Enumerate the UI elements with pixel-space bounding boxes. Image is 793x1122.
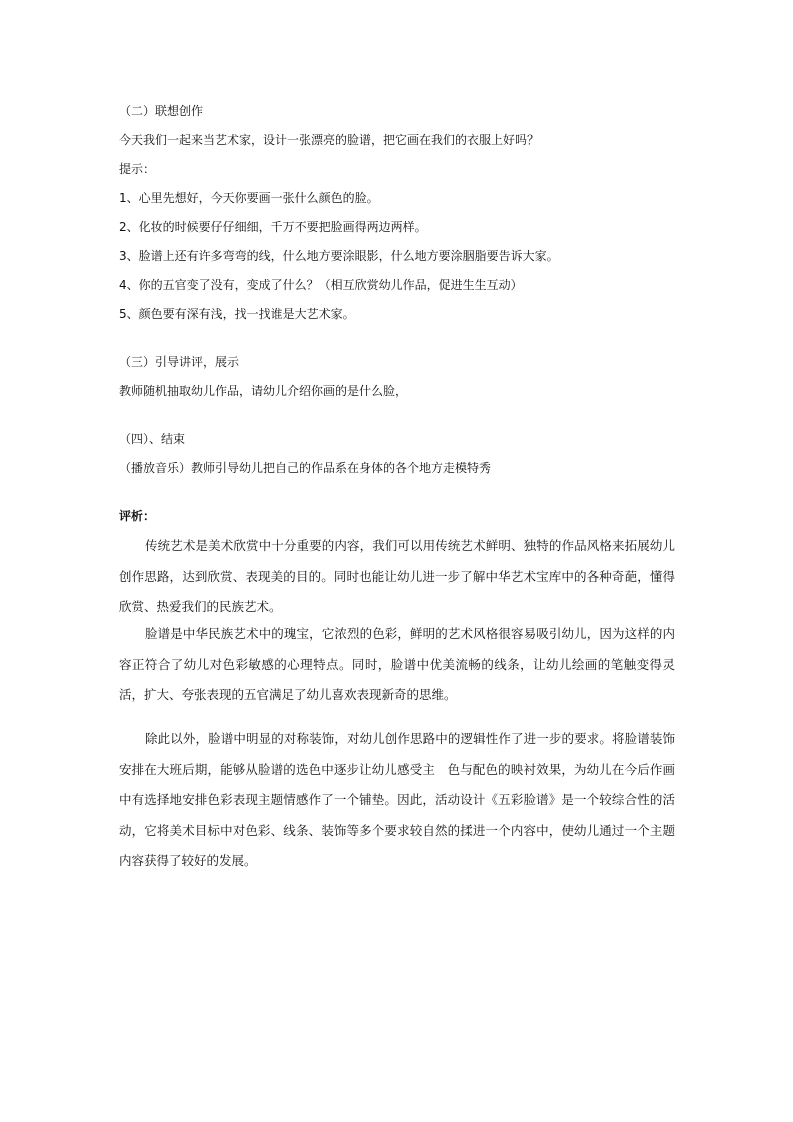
tip-item: 3、脸谱上还有许多弯弯的线，什么地方要涂眼影，什么地方要涂胭脂要告诉大家。 bbox=[119, 249, 559, 263]
tip-item: 4、你的五官变了没有，变成了什么？（相互欣赏幼儿作品，促进生生互动） bbox=[119, 278, 523, 292]
review-paragraph: 脸谱是中华民族艺术中的瑰宝，它浓烈的色彩，鲜明的艺术风格很容易吸引幼儿，因为这样的内容正符合了幼儿对色彩敏感的心理特点。同时，脸谱中优美流畅的线条，让幼儿绘画的笔触变得灵活，扩大、夸张表现的五官满足了幼儿喜欢表现新奇的思维。 bbox=[119, 626, 675, 703]
section-4-text: （播放音乐）教师引导幼儿把自己的作品系在身体的各个地方走模特秀 bbox=[119, 461, 492, 475]
tip-item: 2、化妆的时候要仔仔细细，千万不要把脸画得两边两样。 bbox=[119, 220, 427, 234]
review-paragraph: 传统艺术是美术欣赏中十分重要的内容，我们可以用传统艺术鲜明、独特的作品风格来拓展幼儿创作思路，达到欣赏、表现美的目的。同时也能让幼儿进一步了解中华艺术宝库中的各种奇葩，懂得欣赏、热爱我们的民族艺术。 bbox=[119, 538, 675, 615]
tip-item: 5、颜色要有深有浅，找一找谁是大艺术家。 bbox=[119, 307, 355, 321]
review-heading: 评析： bbox=[119, 509, 156, 523]
section-3-text: 教师随机抽取幼儿作品，请幼儿介绍你画的是什么脸， bbox=[119, 384, 408, 398]
tips-label: 提示： bbox=[119, 162, 156, 176]
review-paragraph: 除此以外，脸谱中明显的对称装饰，对幼儿创作思路中的逻辑性作了进一步的要求。将脸谱装饰安排在大班后期，能够从脸谱的选色中逐步让幼儿感受主 色与配色的映衬效果，为幼儿在今后作画中有选择地安排色彩表现主题情感作了一个铺垫。因此，活动设计《五彩脸谱》是一个较综合性的活动，它将美术目标中对色彩、线条、装饰等多个要求较自然的揉进一个内容中，使幼儿通过一个主题内容获得了较好的发展。 bbox=[119, 731, 675, 869]
section-4-heading: （四）、结束 bbox=[119, 432, 186, 446]
section-3-heading: （三）引导讲评，展示 bbox=[119, 355, 240, 369]
tip-item: 1、心里先想好，今天你要画一张什么颜色的脸。 bbox=[119, 191, 379, 205]
section-2-heading: （二）联想创作 bbox=[119, 104, 204, 118]
section-2-intro: 今天我们一起来当艺术家，设计一张漂亮的脸谱，把它画在我们的衣服上好吗？ bbox=[119, 133, 540, 147]
